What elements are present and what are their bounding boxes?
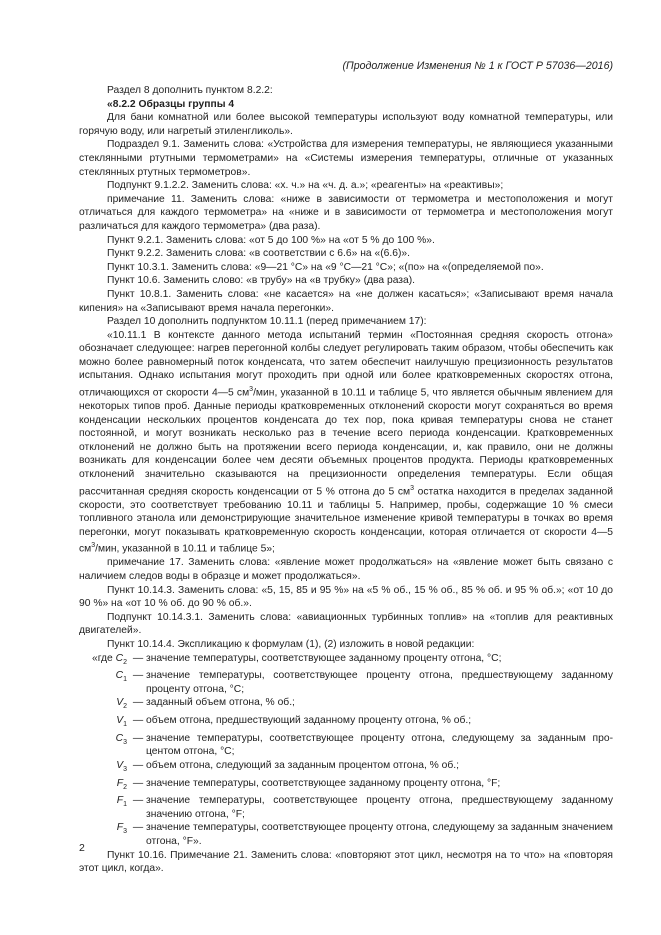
- legend-item: $F_2$ — значение температуры, соответствующее заданному проценту отгона, °F;: [116, 777, 501, 791]
- paragraph: примечание 17. Заменить слова: «явление может продолжаться» на «явление может быть связано с наличием следов воды в образце и может продолжаться».: [79, 557, 613, 583]
- legend-item: $C_1$ — значение температуры, соответствующее проценту отгона, предшествующему заданному проценту отгона, °С;: [115, 670, 613, 695]
- paragraph: примечание 11. Заменить слова: «ниже в зависимости от термометра и местоположения и могут отличаться для каждого термометра» на «ниже и в зависимости от термометра и местоположения могут различаться для каждого термометра» (два раза).: [79, 193, 613, 232]
- formula-legend: [79, 652, 613, 849]
- paragraph: Пункт 10.3.1. Заменить слова: «9—21 °С» на «9 °С—21 °С»; «(по» на «(определяемой по».: [107, 261, 544, 273]
- paragraph: Подпункт 9.1.2.2. Заменить слова: «х. ч.» на «ч. д. а.»; «реагенты» на «реактивы»;: [107, 180, 504, 192]
- paragraph: Пункт 10.14.4. Экспликацию к формулам (1), (2) изложить в новой редакции:: [107, 639, 475, 651]
- legend-item: «где $C_2$ — значение температуры, соответствующее заданному проценту отгона, °С;: [92, 652, 502, 666]
- paragraph: Раздел 8 дополнить пунктом 8.2.2:: [107, 85, 273, 96]
- paragraph-10-11-1: «10.11.1 В контексте данного метода испытаний термин «Постоянная средняя скорость отгона» обозначает следующее: нагрев перегонной колбы следует регулировать таким образом, чтобы обеспечить как можно более равномерный поток конденсата, что затем обеспечит наилучшую прецизионность результатов испытания. Однако испытания могут проходить при одной или более кратковременных скоростях отгона, отличающихся от скорости 4—5 $см^3$/мин, указанной в 10.11 и таблице 5, что является обычным явлением для некоторых типов проб. Данные периоды кратковременных отклонений скорости могут сохраняться во время конденсации нескольких процентов конденсата до тех пор, пока кривая температуры снова не станет постоянной, и могут возникать несколько раз в течение всего периода конденсации. Кратковременных отклонений не должно быть на протяжении всего периода конденсации, и, как правило, они не должны возникать для конденсации более чем десяти объемных процентов продукта. Периоды кратковременных отклонений значительно сказываются на прецизионности определения температуры. Если общая рассчитанная средняя скорость конденсации от 5 % отгона до 5 $см^3$ остатка находится в пределах заданной скорости, это соответствует требованию 10.11 и таблицы 5. Например, пробы, содержащие 10 % смеси топливного этанола или демонстрирующие значительное изменение кривой температуры в точках во время перегонки, могут показывать кратковременную скорость конденсации, которая отличается от скорости 4—5 $см^3$/мин, указанной в 10.11 и таблице 5»;: [79, 329, 613, 555]
- paragraph: Пункт 9.2.1. Заменить слова: «от 5 до 100 %» на «от 5 % до 100 %».: [107, 234, 435, 246]
- legend-item: $V_2$ — заданный объем отгона, % об.;: [116, 697, 295, 711]
- legend-item: $F_3$ — значение температуры, соответствующее проценту отгона, следующему за заданным значением отгона, °F».: [116, 822, 613, 847]
- document-body: [79, 84, 613, 876]
- paragraph: Пункт 9.2.2. Заменить слова: «в соответствии с 6.6» на «(6.6)».: [107, 248, 410, 260]
- paragraph: Пункт 10.8.1. Заменить слова: «не касается» на «не должен касаться»; «Записывают время начала кипения» на «Записывают время начала перегонки».: [79, 288, 613, 314]
- paragraph: Подраздел 9.1. Заменить слова: «Устройства для измерения температуры, не являющиеся указанными стеклянными ртутными термометрами» на «Системы измерения температуры, отличные от указанных стеклянных ртутных термометров».: [79, 139, 613, 178]
- paragraph: Подпункт 10.14.3.1. Заменить слова: «авиационных турбинных топлив» на «топлив для реактивных двигателей».: [79, 611, 613, 637]
- legend-item: $F_1$ — значение температуры, соответствующее проценту отгона, предшествующему заданному значению отгона, °F;: [116, 795, 613, 820]
- legend-item: $V_1$ — объем отгона, предшествующий заданному проценту отгона, % об.;: [116, 715, 472, 729]
- paragraph: Пункт 10.6. Заменить слово: «в трубу» на «в трубку» (два раза).: [107, 275, 416, 287]
- page-number: 2: [79, 842, 85, 854]
- paragraph: Для бани комнатной или более высокой температуры используют воду комнатной температуры, или горячую воду, или нагретый этиленгликоль».: [79, 112, 613, 137]
- page-header: (Продолжение Изменения № 1 к ГОСТ Р 57036—2016): [342, 60, 613, 72]
- paragraph: Пункт 10.14.3. Заменить слова: «5, 15, 85 и 95 %» на «5 % об., 15 % об., 85 % об. и 95 % об.»; «от 10 до 90 %» на «от 10 % об. до 90 % об.».: [79, 584, 613, 610]
- paragraph: Пункт 10.16. Примечание 21. Заменить слова: «повторяют этот цикл, несмотря на то что» на «повторяя этот цикл, когда».: [79, 849, 613, 875]
- paragraph: Раздел 10 дополнить подпунктом 10.11.1 (перед примечанием 17):: [107, 316, 427, 328]
- legend-item: $V_3$ — объем отгона, следующий за заданным процентом отгона, % об.;: [116, 759, 460, 773]
- legend-item: $C_3$ — значение температуры, соответствующее проценту отгона, следующему за заданным процентом отгона, °С;: [115, 732, 613, 758]
- section-heading: «8.2.2 Образцы группы 4: [107, 98, 235, 110]
